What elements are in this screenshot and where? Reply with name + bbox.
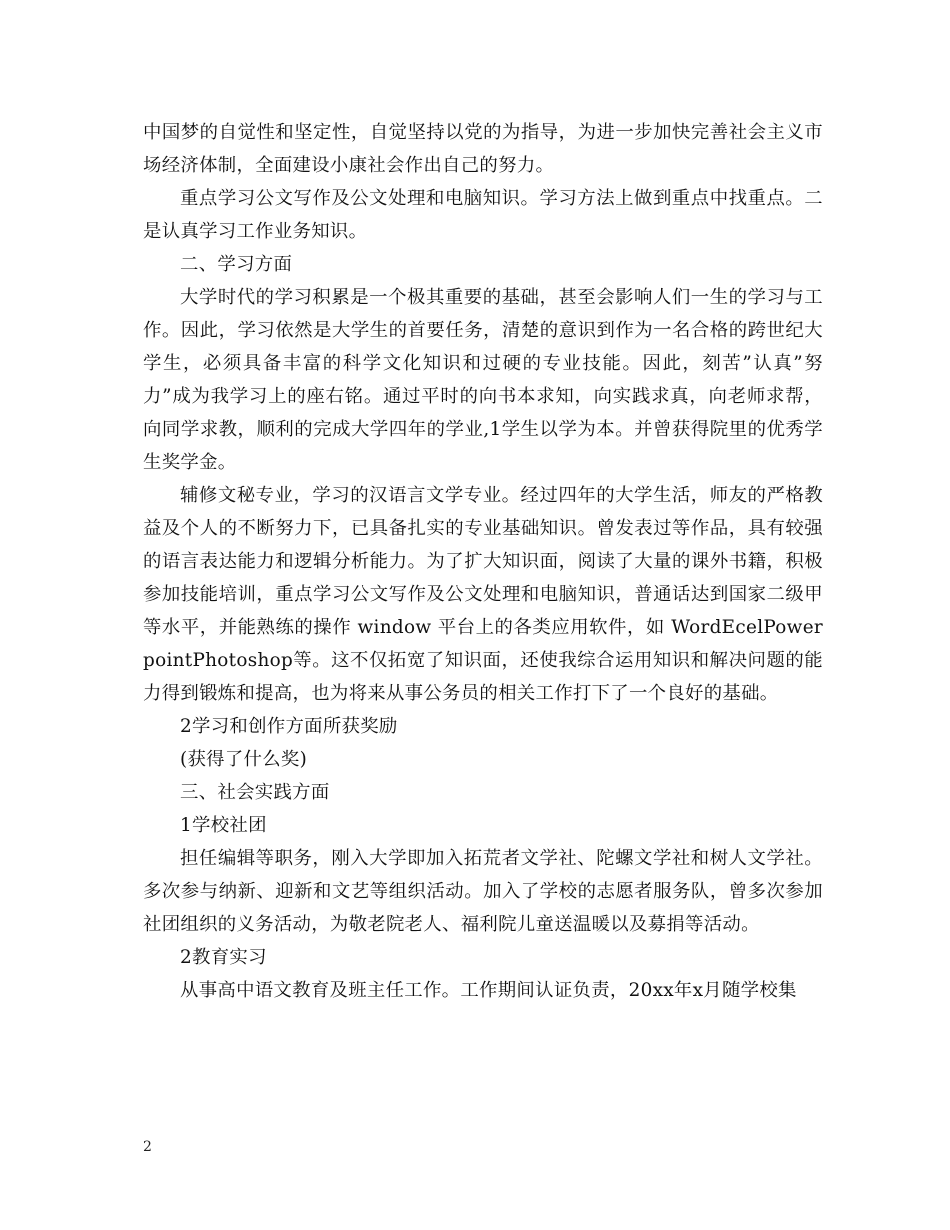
section-heading-study: 二、学习方面 bbox=[180, 254, 293, 275]
subheading-awards: 2学习和创作方面所获奖励 bbox=[180, 716, 398, 737]
document-body bbox=[143, 116, 823, 1007]
page-number: 2 bbox=[143, 1139, 152, 1155]
paragraph-1: 中国梦的自觉性和坚定性，自觉坚持以党的为指导，为进一步加快完善社会主义市场经济体制，全面建设小康社会作出自己的努力。 bbox=[143, 122, 823, 176]
paragraph-awards-note: (获得了什么奖) bbox=[180, 749, 308, 770]
paragraph-teaching: 从事高中语文教育及班主任工作。工作期间认证负责，20xx年x月随学校集 bbox=[180, 980, 797, 1001]
subheading-clubs: 1学校社团 bbox=[180, 815, 267, 836]
subheading-teaching: 2教育实习 bbox=[180, 947, 267, 968]
paragraph-5: 辅修文秘专业，学习的汉语言文学专业。经过四年的大学生活，师友的严格教益及个人的不断努力下，已具备扎实的专业基础知识。曾发表过等作品，具有较强的语言表达能力和逻辑分析能力。为了扩大知识面，阅读了大量的课外书籍，积极参加技能培训，重点学习公文写作及公文处理和电脑知识，普通话达到国家二级甲等水平，并能熟练的操作 window 平台上的各类应用软件，如 WordEcelPowerpointPhotoshop等。这不仅拓宽了知识面，还使我综合运用知识和解决问题的能力得到锻炼和提高，也为将来从事公务员的相关工作打下了一个良好的基础。 bbox=[143, 485, 823, 704]
paragraph-2: 重点学习公文写作及公文处理和电脑知识。学习方法上做到重点中找重点。二是认真学习工作业务知识。 bbox=[143, 188, 823, 242]
section-heading-practice: 三、社会实践方面 bbox=[180, 782, 330, 803]
paragraph-4: 大学时代的学习积累是一个极其重要的基础，甚至会影响人们一生的学习与工作。因此，学习依然是大学生的首要任务，清楚的意识到作为一名合格的跨世纪大学生，必须具备丰富的科学文化知识和过硬的专业技能。因此，刻苦”认真”努力”成为我学习上的座右铭。通过平时的向书本求知，向实践求真，向老师求帮，向同学求教，顺利的完成大学四年的学业,1学生以学为本。并曾获得院里的优秀学生奖学金。 bbox=[143, 287, 823, 473]
paragraph-clubs: 担任编辑等职务，刚入大学即加入拓荒者文学社、陀螺文学社和树人文学社。多次参与纳新、迎新和文艺等组织活动。加入了学校的志愿者服务队，曾多次参加社团组织的义务活动，为敬老院老人、福利院儿童送温暖以及募捐等活动。 bbox=[143, 848, 823, 935]
